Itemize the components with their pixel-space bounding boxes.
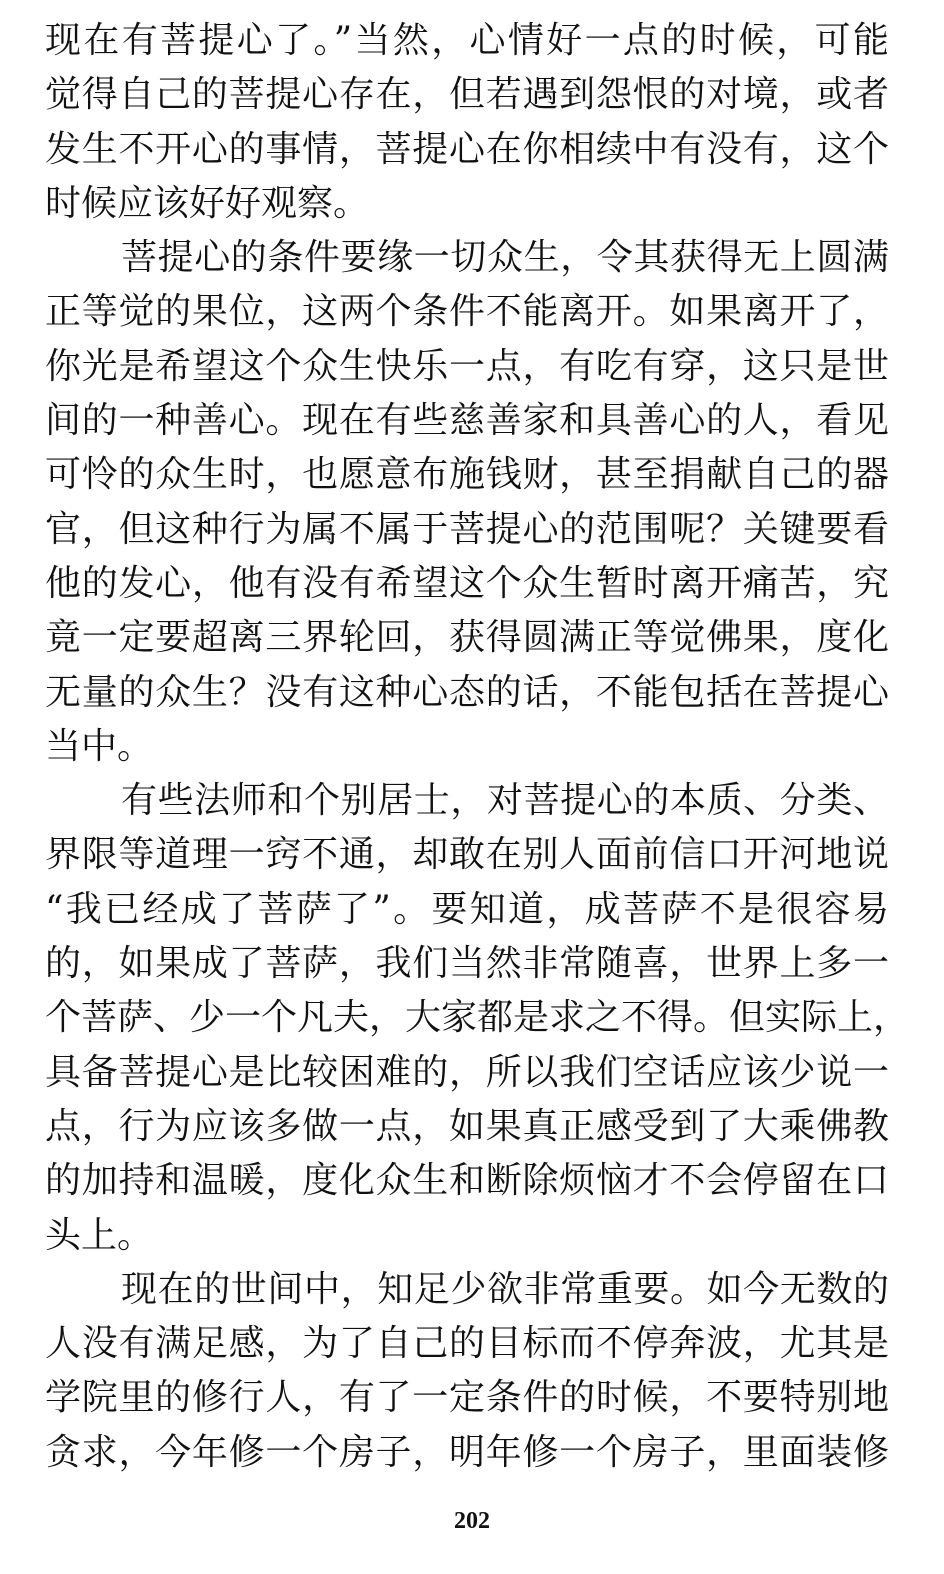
- text-line: 他的发心，他有没有希望这个众生暂时离开痛苦，究: [45, 562, 889, 604]
- text-line: 界限等道理一窍不通，却敢在别人面前信口开河地说: [45, 834, 889, 876]
- text-line: 间的一种善心。现在有些慈善家和具善心的人，看见: [45, 400, 889, 442]
- text-line: 人没有满足感，为了自己的目标而不停奔波，尤其是: [45, 1323, 889, 1365]
- text-line: 学院里的修行人，有了一定条件的时候，不要特别地: [45, 1377, 889, 1419]
- text-line: 正等觉的果位，这两个条件不能离开。如果离开了，: [45, 291, 889, 333]
- text-line: 头上。: [45, 1214, 154, 1256]
- text-line: 你光是希望这个众生快乐一点，有吃有穿，这只是世: [45, 345, 889, 387]
- text-line: 无量的众生？没有这种心态的话，不能包括在菩提心: [45, 671, 889, 713]
- text-line: 可怜的众生时，也愿意布施钱财，甚至捐献自己的器: [45, 454, 889, 496]
- text-line: 点，行为应该多做一点，如果真正感受到了大乘佛教: [45, 1105, 889, 1147]
- text-line: 的加持和温暖，度化众生和断除烦恼才不会停留在口: [45, 1160, 889, 1202]
- text-line: 菩提心的条件要缘一切众生，令其获得无上圆满: [121, 237, 889, 279]
- text-line: 现在的世间中，知足少欲非常重要。如今无数的: [121, 1268, 889, 1310]
- text-line: 当中。: [45, 725, 154, 767]
- text-line: 时候应该好好观察。: [45, 182, 370, 224]
- text-line: 现在有菩提心了。”当然，心情好一点的时候，可能: [45, 20, 889, 61]
- paragraph-4: [45, 1263, 889, 1480]
- text-line: 贪求，今年修一个房子，明年修一个房子，里面装修: [45, 1431, 889, 1473]
- paragraph-2: [45, 231, 889, 774]
- paragraph-3: [45, 774, 910, 1263]
- page-number: 202: [454, 1508, 490, 1534]
- text-line: 官，但这种行为属不属于菩提心的范围呢？关键要看: [45, 508, 889, 550]
- text-line: “我已经成了菩萨了”。要知道，成菩萨不是很容易: [45, 888, 889, 930]
- text-line: 有些法师和个别居士，对菩提心的本质、分类、: [121, 780, 889, 822]
- text-line: 的，如果成了菩萨，我们当然非常随喜，世界上多一: [45, 943, 889, 985]
- page-body: [45, 14, 910, 1480]
- text-line: 觉得自己的菩提心存在，但若遇到怨恨的对境，或者: [45, 74, 889, 116]
- text-line: 发生不开心的事情，菩提心在你相续中有没有，这个: [45, 128, 889, 170]
- text-line: 竟一定要超离三界轮回，获得圆满正等觉佛果，度化: [45, 617, 889, 659]
- paragraph-1: [45, 14, 889, 231]
- text-line: 个菩萨、少一个凡夫，大家都是求之不得。但实际上，: [45, 997, 910, 1039]
- text-line: 具备菩提心是比较困难的，所以我们空话应该少说一: [45, 1051, 889, 1093]
